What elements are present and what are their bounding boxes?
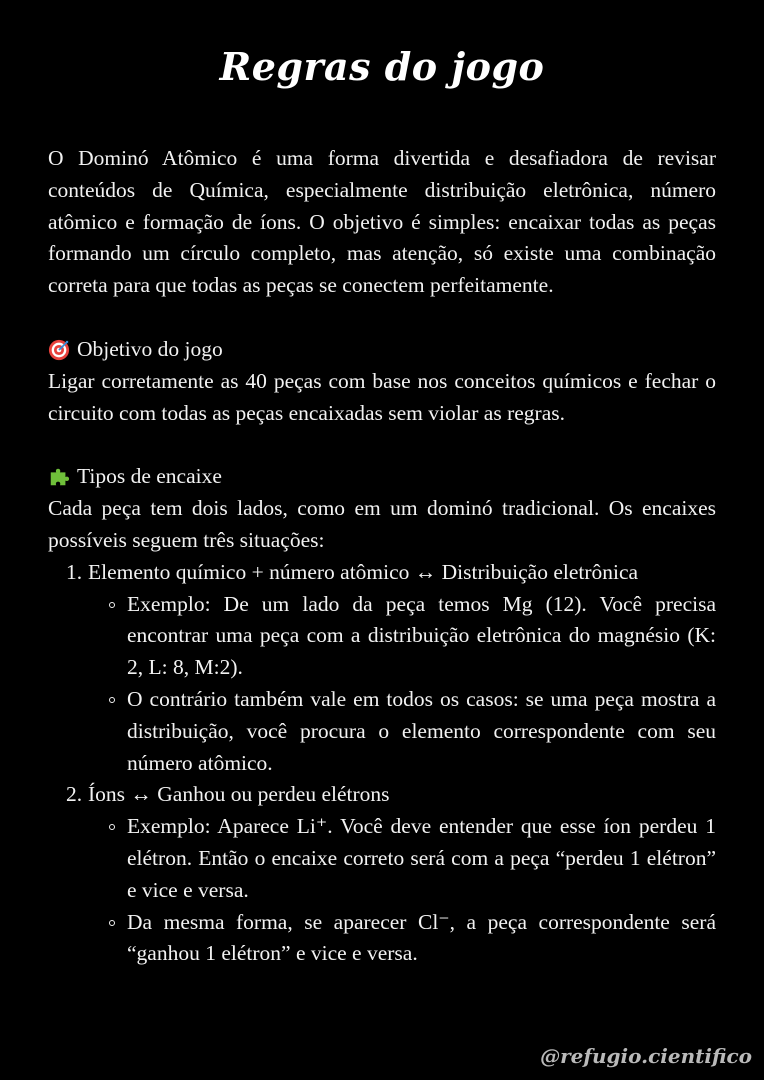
bullet-icon	[109, 697, 115, 703]
objective-heading-label: Objetivo do jogo	[77, 336, 223, 361]
page-title: Regras do jogo	[219, 44, 545, 89]
rules-content	[48, 143, 716, 970]
list-item-label: Íons ↔ Ganhou ou perdeu elétrons	[88, 782, 390, 807]
fittings-heading-label: Tipos de encaixe	[77, 464, 222, 489]
list-item-number: 2.	[66, 782, 83, 807]
sub-list	[88, 589, 716, 780]
list-item	[48, 779, 716, 970]
puzzle-piece-icon	[48, 466, 70, 488]
sub-list-item	[88, 811, 716, 906]
sub-list-item	[88, 684, 716, 779]
sub-list-item	[88, 907, 716, 971]
sub-list-item-text: Exemplo: Aparece Li⁺. Você deve entender que esse íon perdeu 1 elétron. Então o encaixe correto será com a peça “perdeu 1 elétron” e vice e versa.	[127, 814, 716, 902]
sub-list-item-text: Da mesma forma, se aparecer Cl⁻, a peça correspondente será “ganhou 1 elétron” e vice e versa.	[127, 909, 716, 966]
list-item	[48, 557, 716, 780]
sub-list-item-text: O contrário também vale em todos os casos: se uma peça mostra a distribuição, você procura o elemento correspondente com seu número atômico.	[127, 686, 716, 775]
bullet-icon	[109, 920, 115, 926]
list-item-number: 1.	[66, 559, 83, 584]
fittings-heading	[48, 461, 716, 493]
objective-paragraph: Ligar corretamente as 40 peças com base nos conceitos químicos e fechar o circuito com todas as peças encaixadas sem violar as regras.	[48, 368, 716, 425]
sub-list-item	[88, 589, 716, 684]
target-icon	[48, 339, 70, 361]
bullet-icon	[109, 602, 115, 608]
sub-list-item-text: Exemplo: De um lado da peça temos Mg (12). Você precisa encontrar uma peça com a distribuição eletrônica do magnésio (K: 2, L: 8, M:2).	[127, 591, 716, 680]
list-item-label: Elemento químico + número atômico ↔ Distribuição eletrônica	[88, 559, 639, 584]
sub-list	[88, 811, 716, 970]
watermark: @refugio.cientifico	[540, 1044, 752, 1068]
fittings-paragraph: Cada peça tem dois lados, como em um dominó tradicional. Os encaixes possíveis seguem três situações:	[48, 496, 716, 552]
fittings-list	[48, 557, 716, 970]
objective-heading	[48, 334, 716, 366]
intro-paragraph: O Dominó Atômico é uma forma divertida e desafiadora de revisar conteúdos de Química, especialmente distribuição eletrônica, número atômico e formação de íons. O objetivo é simples: encaixar todas as peças formando um círculo completo, mas atenção, só existe uma combinação correta para que todas as peças se conectem perfeitamente.	[48, 146, 716, 298]
bullet-icon	[109, 824, 115, 830]
